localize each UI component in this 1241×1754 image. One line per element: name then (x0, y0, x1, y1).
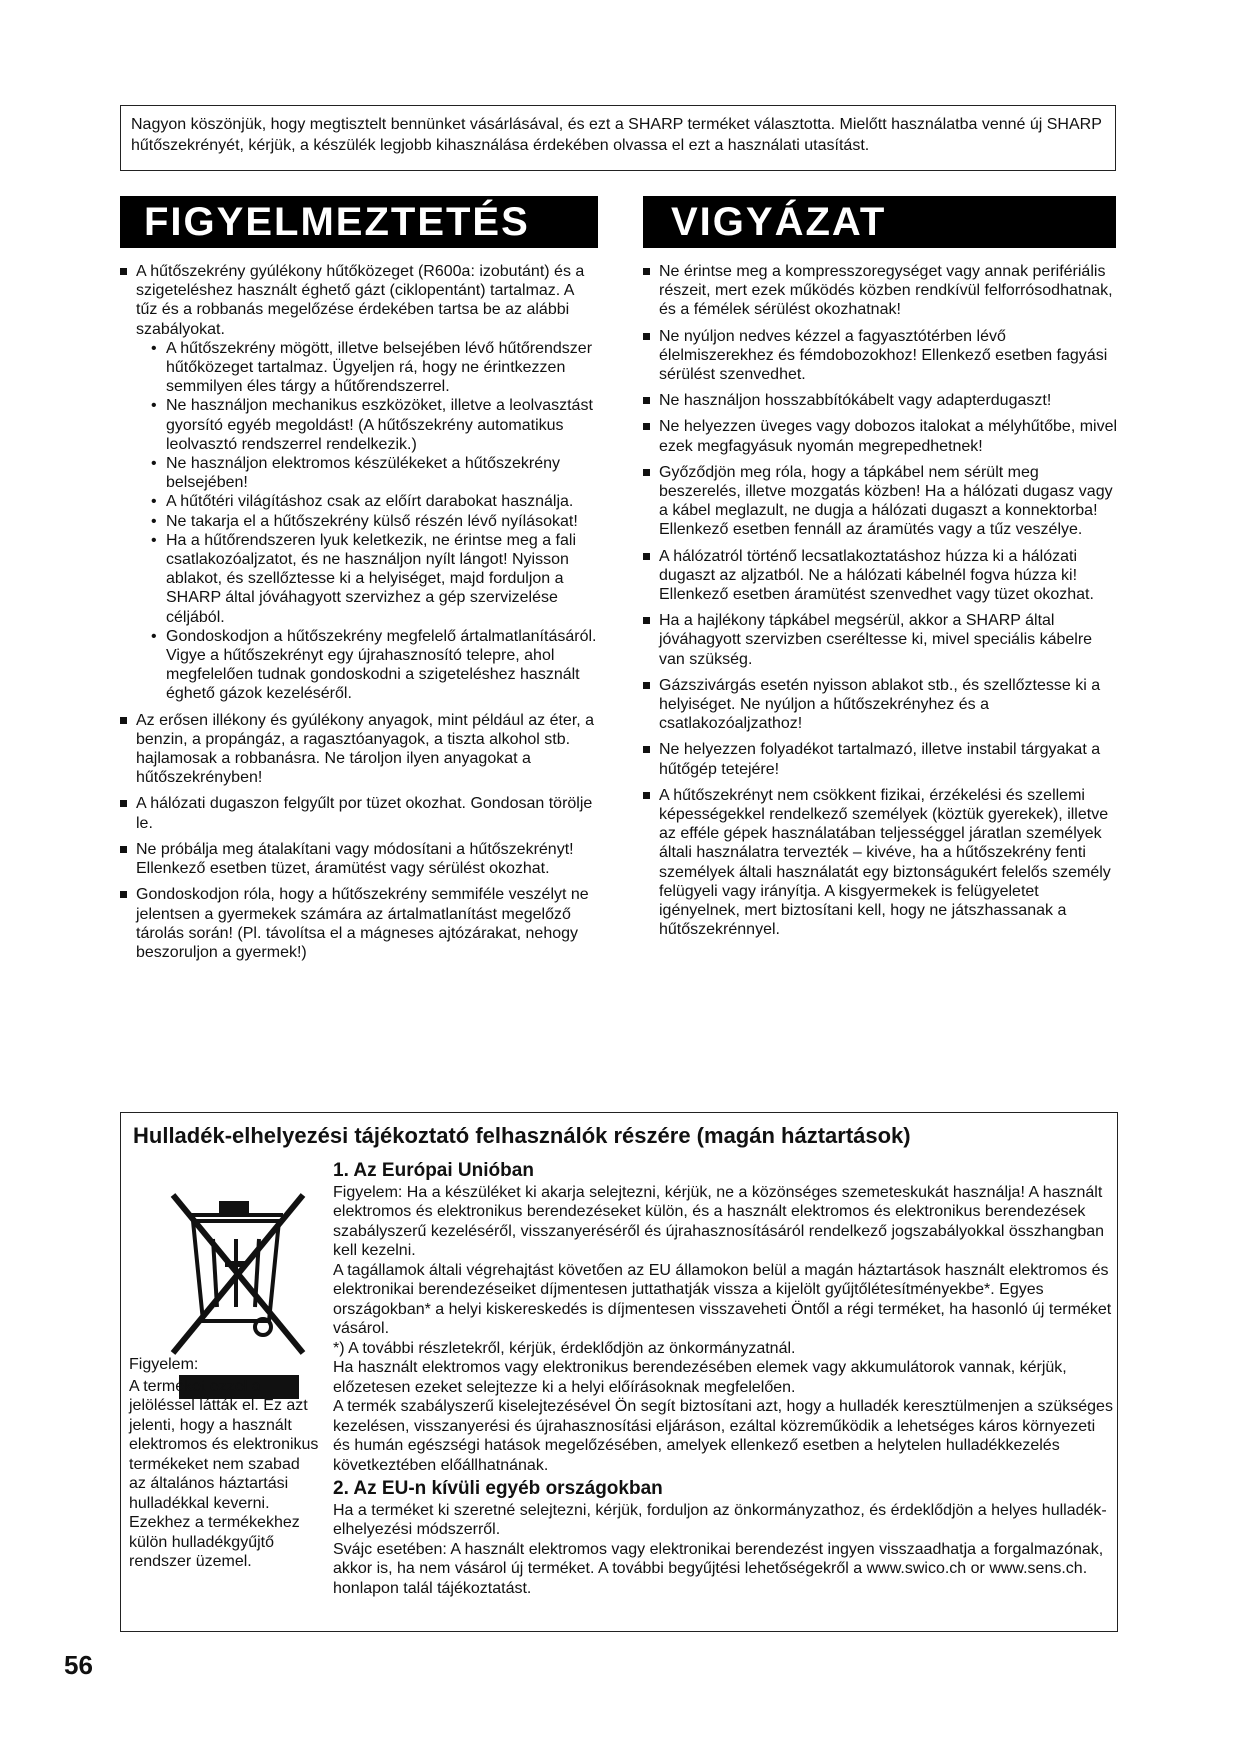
bullet-icon (643, 333, 650, 340)
warning-item: A hálózati dugaszon felgyűlt por tüzet okozhat. Gondosan törölje le. (120, 794, 598, 832)
section-heading-eu: 1. Az Európai Unióban (333, 1160, 534, 1181)
side-note-text: A terméket ezzel a jelöléssel látták el. Ez azt jelenti, hogy a használt elektromos és elektronikus termékeket nem szabad az általános háztartási hulladékkal keverni. Ezekhez a termékekhez külön hulladékgyűjtő rendszer üzemel. (129, 1377, 319, 1570)
warning-subitem: • A hűtőszekrény mögött, illetve belsejében lévő hűtőrendszer hűtőközeget tartalmaz. Ügyeljen rá, hogy ne érintkezzen semmilyen éles tárgy a hűtőrendszerrel. (151, 339, 593, 396)
caution-item: Ne helyezzen folyadékot tartalmazó, illetve instabil tárgyakat a hűtőgép tetejére! (643, 740, 1118, 778)
bullet-icon (643, 423, 650, 430)
caution-item: Gázszivárgás esetén nyisson ablakot stb., és szellőztesse ki a helyiséget. Ne nyúljon a hűtőszekrényhez és a csatlakozóaljzathoz! (643, 676, 1118, 734)
warning-item: Gondoskodjon róla, hogy a hűtőszekrény semmiféle veszélyt ne jelentsen a gyermekek számára az ártalmatlanítást megelőző tárolás során! (Pl. távolítsa el a mágneses ajtózárakat, nehogy beszoruljon a gyermek!) (120, 885, 598, 962)
bullet-icon (643, 397, 650, 404)
intro-box: Nagyon köszönjük, hogy megtisztelt bennünket vásárlásával, és ezt a SHARP terméket választotta. Mielőtt használatba venné új SHARP hűtőszekrényét, kérjük, a készülék legjobb kihasználása érdekében olvassa el ezt a használati utasítást. (120, 105, 1116, 171)
warning-item: Az erősen illékony és gyúlékony anyagok, mint például az éter, a benzin, a propángáz, a ragasztóanyagok, a tiszta alkohol stb. hajlamosak a robbanásra. Ne tároljon ilyen anyagokat a hűtőszekrényben! (120, 711, 598, 788)
caution-item: A hálózatról történő lecsatlakoztatáshoz húzza ki a hálózati dugaszt az aljzatból. Ne a hálózati kábelnél fogva húzza ki! Ellenkező esetben áramütést szenvedhet vagy tüzet okozhat. (643, 547, 1118, 605)
dot-icon: • (151, 339, 157, 357)
waste-main-text (333, 1157, 1113, 1598)
bullet-icon (643, 268, 650, 275)
warning-subitem: • Ha a hűtőrendszeren lyuk keletkezik, ne érintse meg a fali csatlakozóaljzatot, és ne használjon nyílt lángot! Nyisson ablakot, és szellőztesse ki a helyiséget, majd forduljon a SHARP által jóváhagyott szervizhez a gép szervizelése céljából. (151, 531, 576, 626)
waste-side-note (129, 1355, 319, 1572)
paragraph: Figyelem: Ha a készüléket ki akarja selejtezni, kérjük, ne a közönséges szemeteskukát használja! A használt elektromos és elektronikus berendezéseket külön, és a használt elektromos és elektronikus berendezések szabályszerű kezeléséről, visszanyeréséről és újrahasznosításáról rendelkező jogszabályokkal összhangban kell kezelni. (333, 1183, 1105, 1259)
bullet-icon (643, 682, 650, 689)
dot-icon: • (151, 627, 157, 645)
paragraph: A tagállamok általi végrehajtást követően az EU államokon belül a magán háztartások használt elektromos és elektronikai berendezéseiket díjmentesen juttathatják vissza a kijelölt gyűjtőlétesítményekbe*. Egyes országokban* a helyi kiskereskedés is díjmentesen visszaveheti Öntől a régi terméket, ha hasonló új terméket vásárol. (333, 1261, 1112, 1337)
paragraph: Ha használt elektromos vagy elektronikus berendezésében elemek vagy akkumulátorok vannak, kérjük, előzetesen ezeket selejtezze ki a helyi előírásoknak megfelelően. (333, 1359, 1067, 1396)
warning-item-text: A hűtőszekrény gyúlékony hűtőközeget (R600a: izobutánt) és a szigeteléshez használt éghető gázt (ciklopentánt) tartalmaz. A tűz és a robbanás megelőzése érdekében tartsa be az alábbi szabályokat. (136, 263, 585, 338)
dot-icon: • (151, 455, 157, 473)
dot-icon: • (151, 531, 157, 549)
bullet-icon (643, 553, 650, 560)
dot-icon: • (151, 512, 157, 530)
bullet-icon (643, 792, 650, 799)
paragraph: A termék szabályszerű kiselejtezésével Ön segít biztosítani azt, hogy a hulladék keresztülmenjen a szükséges kezelésen, visszanyerési és újrahasznosítási eljáráson, ezáltal közreműködik a lehetséges káros környezeti és humán egészségi hatások megelőzésében, amelyek ellenkező esetben a helytelen hulladékkezelés következtében előállhatnának. (333, 1398, 1113, 1474)
warning-subitem: • A hűtőtéri világításhoz csak az előírt darabokat használja. (151, 493, 574, 511)
bullet-icon (120, 891, 127, 898)
caution-banner: VIGYÁZAT (643, 196, 1116, 248)
caution-item: Ne használjon hosszabbítókábelt vagy adapterdugaszt! (643, 391, 1118, 410)
warning-item: Ne próbálja meg átalakítani vagy módosítani a hűtőszekrényt! Ellenkező esetben tüzet, áramütést vagy sérülést okozhat. (120, 840, 598, 878)
caution-item: Ne helyezzen üveges vagy dobozos italokat a mélyhűtőbe, mivel ezek megfagyásuk nyomán megrepedhetnek! (643, 417, 1118, 455)
bullet-icon (643, 746, 650, 753)
warning-subitem: • Ne takarja el a hűtőszekrény külső részén lévő nyílásokat! (151, 512, 578, 530)
paragraph: Ha a terméket ki szeretné selejtezni, kérjük, forduljon az önkormányzathoz, és érdeklődjön a helyes hulladék-elhelyezési módszerről. (333, 1501, 1107, 1538)
dot-icon: • (151, 493, 157, 511)
warning-banner: FIGYELMEZTETÉS (120, 196, 598, 248)
bullet-icon (120, 717, 127, 724)
section-heading-non-eu: 2. Az EU-n kívüli egyéb országokban (333, 1478, 663, 1499)
warning-subitem: • Gondoskodjon a hűtőszekrény megfelelő ártalmatlanításáról. Vigye a hűtőszekrényt egy újrahasznosító telepre, ahol megfelelően tudnak gondoskodni a szigeteléshez használt éghető gázok kezeléséről. (151, 627, 597, 703)
bullet-icon (643, 469, 650, 476)
bullet-icon (120, 800, 127, 807)
caution-item: Győződjön meg róla, hogy a tápkábel nem sérült meg beszerelés, illetve mozgatás közben! Ha a hálózati dugasz vagy a kábel meglazult, ne dugja a hálózati dugaszt a konnektorba! Ellenkező esetben fennáll az áramütés vagy a tűz veszélye. (643, 463, 1118, 540)
warning-subitem: • Ne használjon mechanikus eszközöket, illetve a leolvasztást gyorsító egyéb megoldást! (A hűtőszekrény automatikus leolvasztó rendszerrel rendelkezik.) (151, 397, 593, 453)
bullet-icon (120, 268, 127, 275)
waste-disposal-box (120, 1112, 1118, 1632)
caution-column (643, 262, 1118, 947)
bullet-icon (120, 846, 127, 853)
caution-item: Ne érintse meg a kompresszoregységet vagy annak perifériális részeit, mert ezek működés közben rendkívül felforrósodhatnak, és a fémélek sérülést okozhatnak! (643, 262, 1118, 320)
warning-item (120, 262, 598, 704)
bullet-icon (643, 617, 650, 624)
side-note-label: Figyelem: (129, 1356, 199, 1373)
caution-item: Ne nyúljon nedves kézzel a fagyasztótérben lévő élelmiszerekhez és fémdobozokhoz! Ellenkező esetben fagyási sérülést szenvedhet. (643, 327, 1118, 385)
warning-column (120, 262, 598, 969)
paragraph: *) A további részletekről, kérjük, érdeklődjön az önkormányzatnál. (333, 1339, 796, 1357)
page-number: 56 (64, 1650, 93, 1680)
paragraph: Svájc esetében: A használt elektromos vagy elektronikai berendezést ingyen visszaadhatja a forgalmazónak, akkor is, ha nem vásárol új terméket. A további begyűjtési lehetőségekről a www.swico.ch or www.sens.ch. honlapon talál tájékoztatást. (333, 1540, 1104, 1597)
caution-item: Ha a hajlékony tápkábel megsérül, akkor a SHARP által jóváhagyott szervizben cseréltesse ki, mivel speciális kábelre van szükség. (643, 611, 1118, 669)
caution-item: A hűtőszekrényt nem csökkent fizikai, érzékelési és szellemi képességekkel rendelkező személyek (köztük gyerekek), illetve az efféle gépek használatában teljességgel járatlan személyek általi használatra tervezték – kivéve, ha a hűtőszekrény fenti személyek általi használatát egy biztonságukért felelős személy felügyeli vagy irányítja. A kisgyermekek is felügyeletet igényelnek, mert biztosítani kell, hogy ne játszhassanak a hűtőszekrénnyel. (643, 786, 1118, 940)
warning-subitem: • Ne használjon elektromos készülékeket a hűtőszekrény belsejében! (151, 455, 560, 492)
dot-icon: • (151, 397, 157, 415)
waste-title: Hulladék-elhelyezési tájékoztató felhasználók részére (magán háztartások) (133, 1123, 911, 1148)
